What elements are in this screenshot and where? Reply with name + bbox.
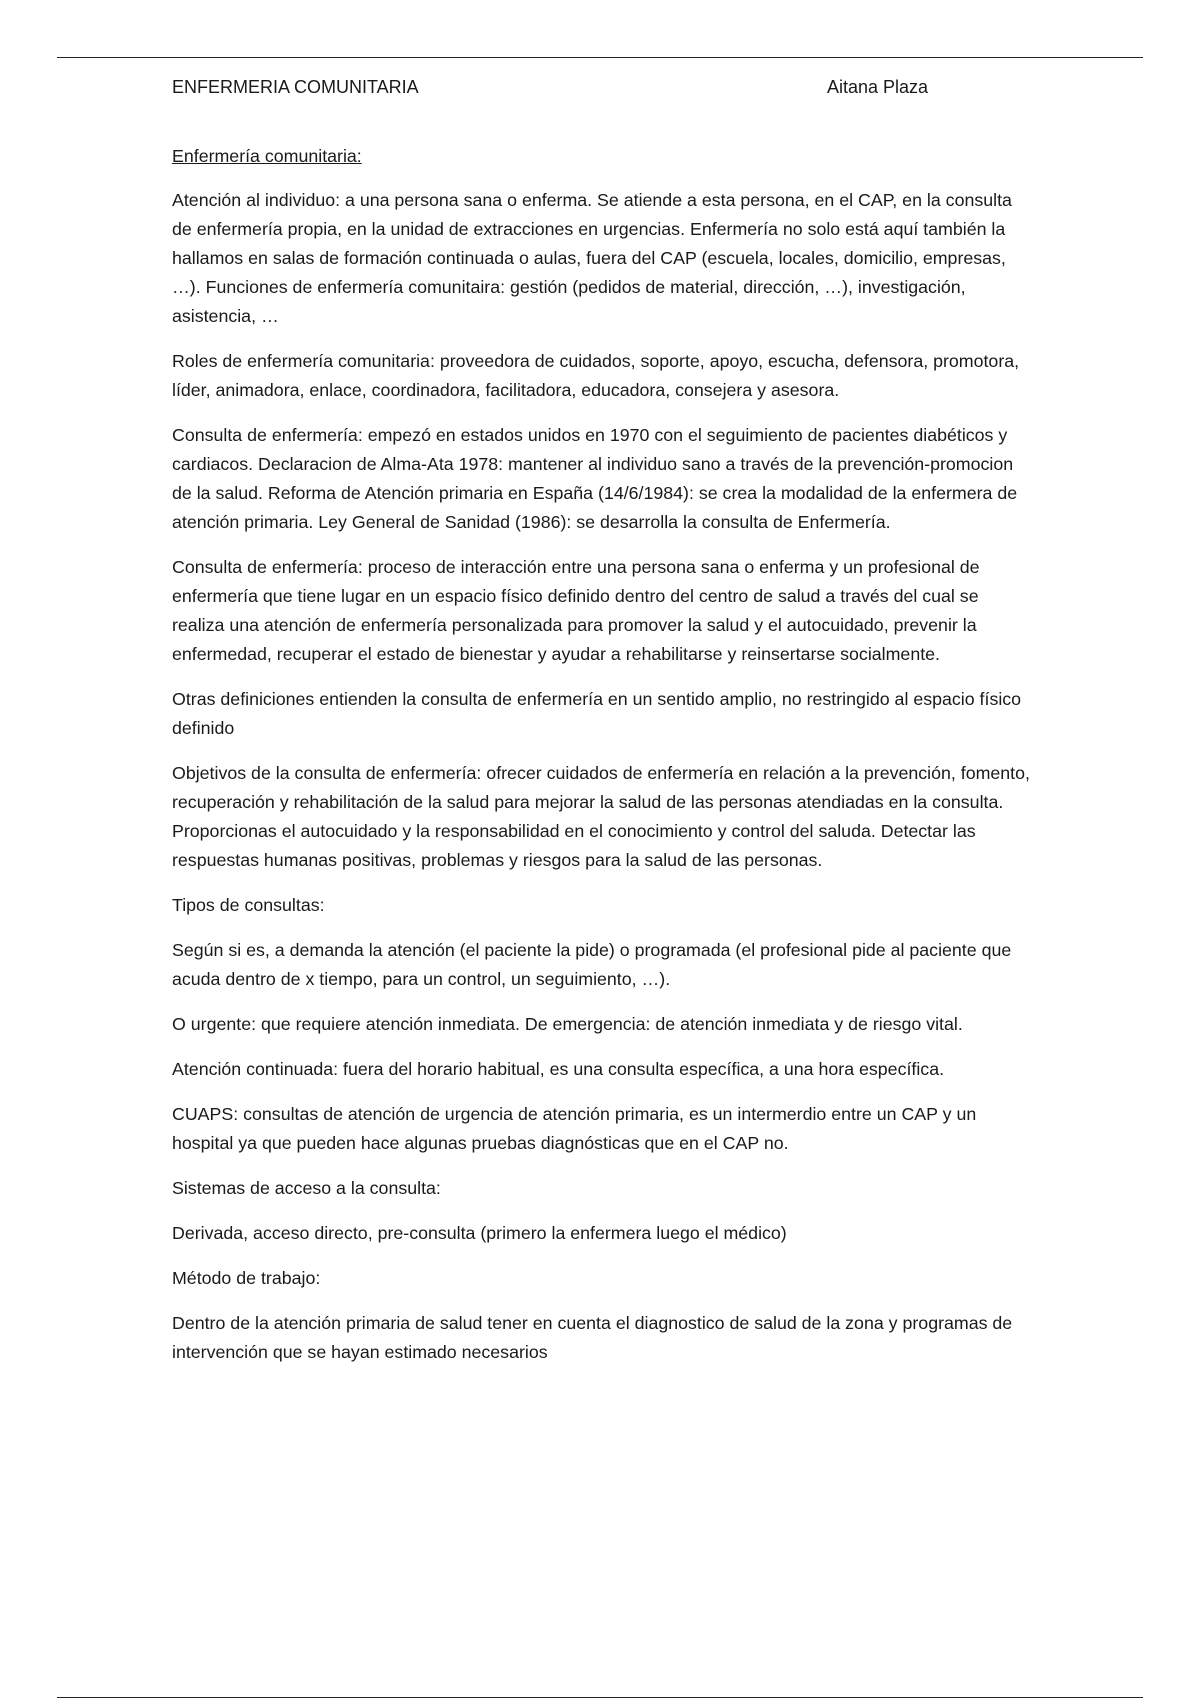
section-title: Enfermería comunitaria: — [172, 146, 362, 166]
paragraph-atencion-primaria: Dentro de la atención primaria de salud tener en cuenta el diagnostico de salud de la zona y programas de intervención que se hayan estimado necesarios — [172, 1313, 1013, 1362]
paragraph-roles: Roles de enfermería comunitaria: proveedora de cuidados, soporte, apoyo, escucha, defensora, promotora, líder, animadora, enlace, coordinadora, facilitadora, educadora, consejera y asesora. — [172, 351, 1020, 400]
paragraph-cuaps: CUAPS: consultas de atención de urgencia de atención primaria, es un intermerdio entre un CAP y un hospital ya que pueden hace algunas pruebas diagnósticas que en el CAP no. — [172, 1104, 977, 1153]
header-rule — [57, 57, 1143, 58]
paragraph-consulta-historia: Consulta de enfermería: empezó en estados unidos en 1970 con el seguimiento de pacientes diabéticos y cardiacos. Declaracion de Alma-Ata 1978: mantener al individuo sano a través de la prevención-promocion de la salud. Reforma de Atención primaria en España (14/6/1984): se crea la modalidad de la enfermera de atención primaria. Ley General de Sanidad (1986): se desarrolla la consulta de Enfermería. — [172, 425, 1018, 532]
footer-rule — [57, 1697, 1143, 1698]
paragraph-sistemas-acceso: Sistemas de acceso a la consulta: — [172, 1178, 441, 1198]
paragraph-urgente: O urgente: que requiere atención inmediata. De emergencia: de atención inmediata y de riesgo vital. — [172, 1014, 963, 1034]
paragraph-demanda-programada: Según si es, a demanda la atención (el paciente la pide) o programada (el profesional pide al paciente que acuda dentro de x tiempo, para un control, un seguimiento, …). — [172, 940, 1012, 989]
paragraph-objetivos: Objetivos de la consulta de enfermería: ofrecer cuidados de enfermería en relación a la prevención, fomento, recuperación y rehabilitación de la salud para mejorar la salud de las personas atendiadas en la consulta. Proporcionas el autocuidado y la responsabilidad en el conocimiento y control del saluda. Detectar las respuestas humanas positivas, problemas y riesgos para la salud de las personas. — [172, 763, 1030, 870]
paragraph-otras-definiciones: Otras definiciones entienden la consulta de enfermería en un sentido amplio, no restringido al espacio físico definido — [172, 689, 1022, 738]
paragraph-derivada: Derivada, acceso directo, pre-consulta (primero la enfermera luego el médico) — [172, 1223, 787, 1243]
paragraph-atencion-continuada: Atención continuada: fuera del horario habitual, es una consulta específica, a una hora específica. — [172, 1059, 945, 1079]
paragraph-tipos-consultas: Tipos de consultas: — [172, 895, 325, 915]
header-course-title: ENFERMERIA COMUNITARIA — [172, 77, 419, 97]
document-body — [172, 142, 1032, 1383]
page-header — [172, 74, 938, 100]
paragraph-consulta-definicion: Consulta de enfermería: proceso de interacción entre una persona sana o enferma y un profesional de enfermería que tiene lugar en un espacio físico definido dentro del centro de salud a través del cual se realiza una atención de enfermería personalizada para promover la salud y el autocuidado, prevenir la enfermedad, recuperar el estado de bienestar y ayudar a rehabilitarse y reinsertarse socialmente. — [172, 557, 980, 664]
paragraph-atencion-individuo: Atención al individuo: a una persona sana o enferma. Se atiende a esta persona, en el CAP, en la consulta de enfermería propia, en la unidad de extracciones en urgencias. Enfermería no solo está aquí también la hallamos en salas de formación continuada o aulas, fuera del CAP (escuela, locales, domicilio, empresas, …). Funciones de enfermería comunitaira: gestión (pedidos de material, dirección, …), investigación, asistencia, … — [172, 190, 1012, 326]
header-author-name: Aitana Plaza — [827, 77, 929, 97]
paragraph-metodo-trabajo: Método de trabajo: — [172, 1268, 321, 1288]
